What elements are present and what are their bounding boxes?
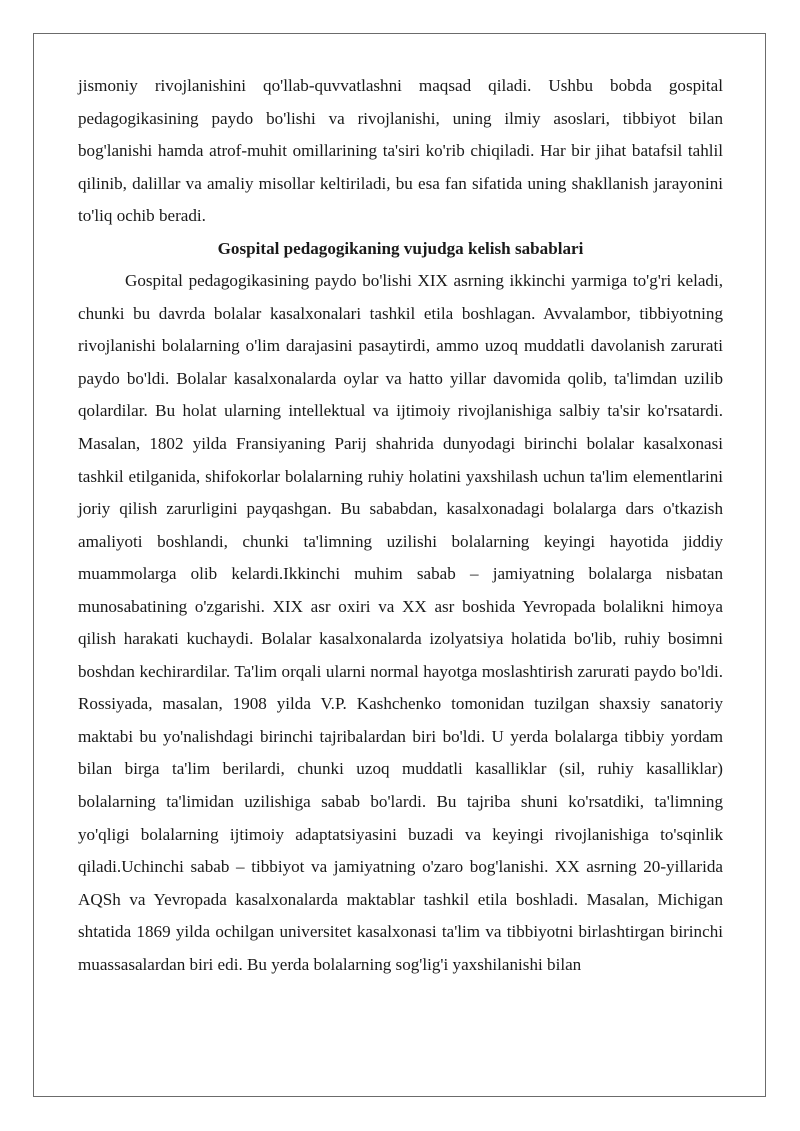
intro-paragraph: jismoniy rivojlanishini qo'llab-quvvatlashni maqsad qiladi. Ushbu bobda gospital pedagogikasining paydo bo'lishi va rivojlanishi, uning ilmiy asoslari, tibbiyot bilan bog'lanishi hamda atrof-muhit omillarining ta'siri ko'rib chiqiladi. Har bir jihat batafsil tahlil qilinib, dalillar va amaliy misollar keltiriladi, bu esa fan sifatida uning shakllanish jarayonini to'liq ochib beradi. [78,76,723,226]
document-body [78,70,723,981]
section-heading: Gospital pedagogikaning vujudga kelish sabablari [217,238,584,258]
body-paragraph: Gospital pedagogikasining paydo bo'lishi XIX asrning ikkinchi yarmiga to'g'ri keladi, chunki bu davrda bolalar kasalxonalari tashkil etila boshlagan. Avvalambor, tibbiyotning rivojlanishi bolalarning o'lim darajasini pasaytirdi, ammo uzoq muddatli davolanish zarurati paydo bo'ldi. Bolalar kasalxonalarda oylar va hatto yillar davomida qolib, ta'limdan uzilib qolardilar. Bu holat ularning intellektual va ijtimoiy rivojlanishiga salbiy ta'sir ko'rsatardi. Masalan, 1802 yilda Fransiyaning Parij shahrida dunyodagi birinchi bolalar kasalxonasi tashkil etilganida, shifokorlar bolalarning ruhiy holatini yaxshilash uchun ta'lim elementlarini joriy qilish zarurligini payqashgan. Bu sababdan, kasalxonadagi bolalarga dars o'tkazish amaliyoti boshlandi, chunki ta'limning uzilishi bolalarning keyingi hayotida jiddiy muammolarga olib kelardi.Ikkinchi muhim sabab – jamiyatning bolalarga nisbatan munosabatining o'zgarishi. XIX asr oxiri va XX asr boshida Yevropada bolalikni himoya qilish harakati kuchaydi. Bolalar kasalxonalarda izolyatsiya holatida bo'lib, ruhiy bosimni boshdan kechirardilar. Ta'lim orqali ularni normal hayotga moslashtirish zarurati paydo bo'ldi. Rossiyada, masalan, 1908 yilda V.P. Kashchenko tomonidan tuzilgan shaxsiy sanatoriy maktabi bu yo'nalishdagi birinchi tajribalardan biri bo'ldi. U yerda bolalarga tibbiy yordam bilan birga ta'lim berilardi, chunki uzoq muddatli kasalliklar (sil, ruhiy kasalliklar) bolalarning ta'limidan uzilishiga sabab bo'lardi. Bu tajriba shuni ko'rsatdiki, ta'limning yo'qligi bolalarning ijtimoiy adaptatsiyasini buzadi va keyingi rivojlanishiga to'sqinlik qiladi.Uchinchi sabab – tibbiyot va jamiyatning o'zaro bog'lanishi. XX asrning 20-yillarida AQSh va Yevropada kasalxonalarda maktablar tashkil etila boshladi. Masalan, Michigan shtatida 1869 yilda ochilgan universitet kasalxonasi ta'lim va tibbiyotni birlashtirgan birinchi muassasalardan biri edi. Bu yerda bolalarning sog'lig'i yaxshilanishi bilan [78,271,723,974]
